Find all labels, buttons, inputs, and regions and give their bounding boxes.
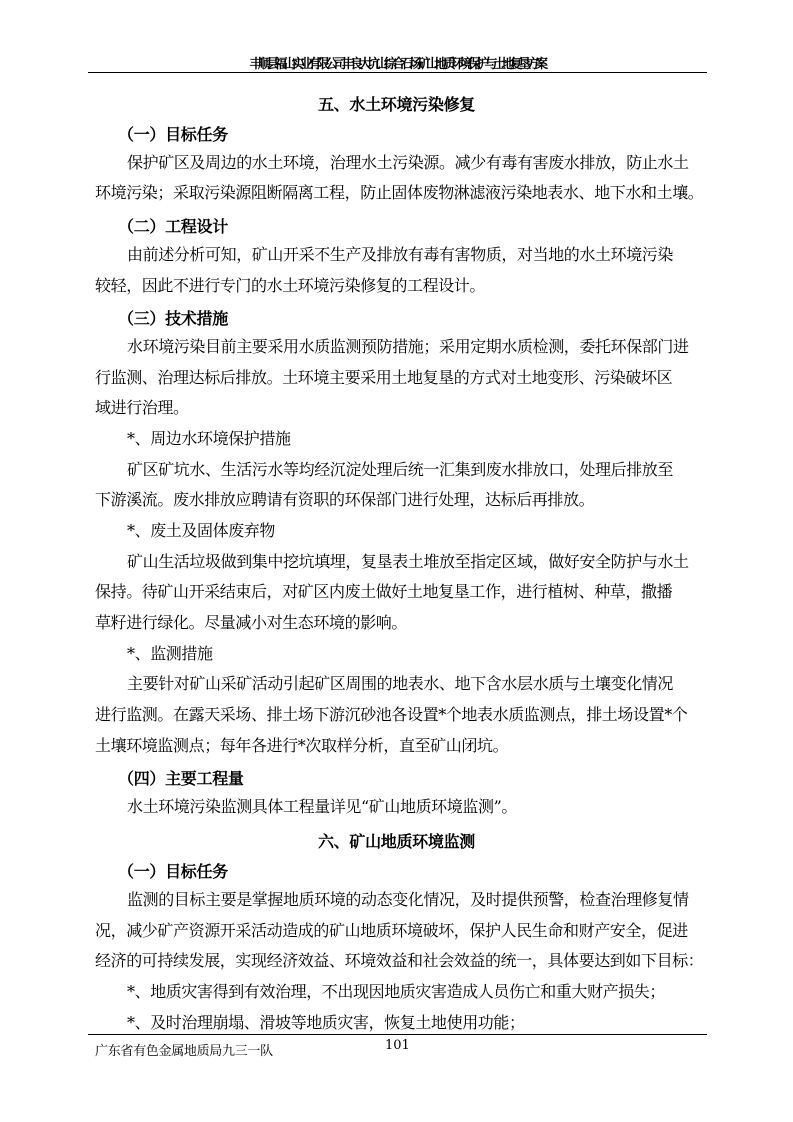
paragraph-line: 土壤环境监测点；每年各进行*次取样分析，直至矿山闭坑。 xyxy=(95,736,509,755)
paragraph-line: 况，减少矿产资源开采活动造成的矿山地质环境破坏，保护人民生命和财产安全，促进 xyxy=(95,921,688,940)
list-item: *、监测措施 xyxy=(127,644,213,663)
running-header: 丰顺县福山实业有限公司丰良大坑山综合石场矿山地质环境保护与土地复垦方案 xyxy=(249,57,544,72)
paragraph-line: 草籽进行绿化。尽量减小对生态环境的影响。 xyxy=(95,613,408,632)
section-title-6: 六、矿山地质环境监测 xyxy=(317,832,475,851)
paragraph-line: 监测的目标主要是掌握地质环境的动态变化情况，及时提供预警，检查治理修复情 xyxy=(127,890,689,909)
paragraph-line: 保护矿区及周边的水土环境，治理水土污染源。减少有毒有害废水排放，防止水土 xyxy=(127,153,689,172)
list-item: *、周边水环境保护措施 xyxy=(127,429,291,448)
paragraph-line: 矿山生活垃圾做到集中挖坑填埋，复垦表土堆放至指定区域，做好安全防护与水土 xyxy=(127,552,689,571)
footer-organization: 广东省有色金属地质局九三一队 xyxy=(95,1044,273,1059)
paragraph-line: 保持。待矿山开采结束后，对矿区内废土做好土地复垦工作，进行植树、种草，撒播 xyxy=(95,582,673,601)
subsection-heading: （一）目标任务 xyxy=(118,125,228,144)
paragraph-line: 经济的可持续发展，实现经济效益、环境效益和社会效益的统一，具体要达到如下目标： xyxy=(95,951,704,970)
paragraph-line: 环境污染；采取污染源阻断隔离工程，防止固体废物淋滤液污染地表水、地下水和土壤。 xyxy=(95,183,704,202)
list-item: *、及时治理崩塌、滑坡等地质灾害，恢复土地使用功能； xyxy=(127,1013,525,1032)
page-number: 101 xyxy=(385,1038,410,1053)
subsection-heading: （三）技术措施 xyxy=(118,309,228,328)
paragraph-line: 下游溪流。废水排放应聘请有资职的环保部门进行处理，达标后再排放。 xyxy=(95,490,595,509)
list-item: *、废土及固体废弃物 xyxy=(127,521,276,540)
header-rule xyxy=(88,72,707,73)
paragraph-line: 矿区矿坑水、生活污水等均经沉淀处理后统一汇集到废水排放口，处理后排放至 xyxy=(127,460,674,479)
paragraph-line: 水土环境污染监测具体工程量详见“矿山地质环境监测”。 xyxy=(127,797,517,816)
paragraph-line: 域进行治理。 xyxy=(95,398,189,417)
paragraph-line: 较轻，因此不进行专门的水土环境污染修复的工程设计。 xyxy=(95,276,486,295)
section-title-5: 五、水土环境污染修复 xyxy=(317,95,475,114)
paragraph-line: 由前述分析可知，矿山开采不生产及排放有毒有害物质，对当地的水土环境污染 xyxy=(127,245,674,264)
paragraph-line: 行监测、治理达标后排放。土环境主要采用土地复垦的方式对土地变形、污染破坏区 xyxy=(95,368,673,387)
footer-rule xyxy=(88,1034,707,1035)
subsection-heading: （四）主要工程量 xyxy=(118,769,244,788)
paragraph-line: 主要针对矿山采矿活动引起矿区周围的地表水、地下含水层水质与土壤变化情况 xyxy=(127,674,674,693)
paragraph-line: 水环境污染目前主要采用水质监测预防措施；采用定期水质检测，委托环保部门进 xyxy=(127,337,689,356)
list-item: *、地质灾害得到有效治理，不出现因地质灾害造成人员伤亡和重大财产损失； xyxy=(127,982,666,1001)
subsection-heading: （二）工程设计 xyxy=(118,217,228,236)
subsection-heading: （一）目标任务 xyxy=(118,862,228,881)
paragraph-line: 进行监测。在露天采场、排土场下游沉砂池各设置*个地表水质监测点，排土场设置*个 xyxy=(95,705,688,724)
